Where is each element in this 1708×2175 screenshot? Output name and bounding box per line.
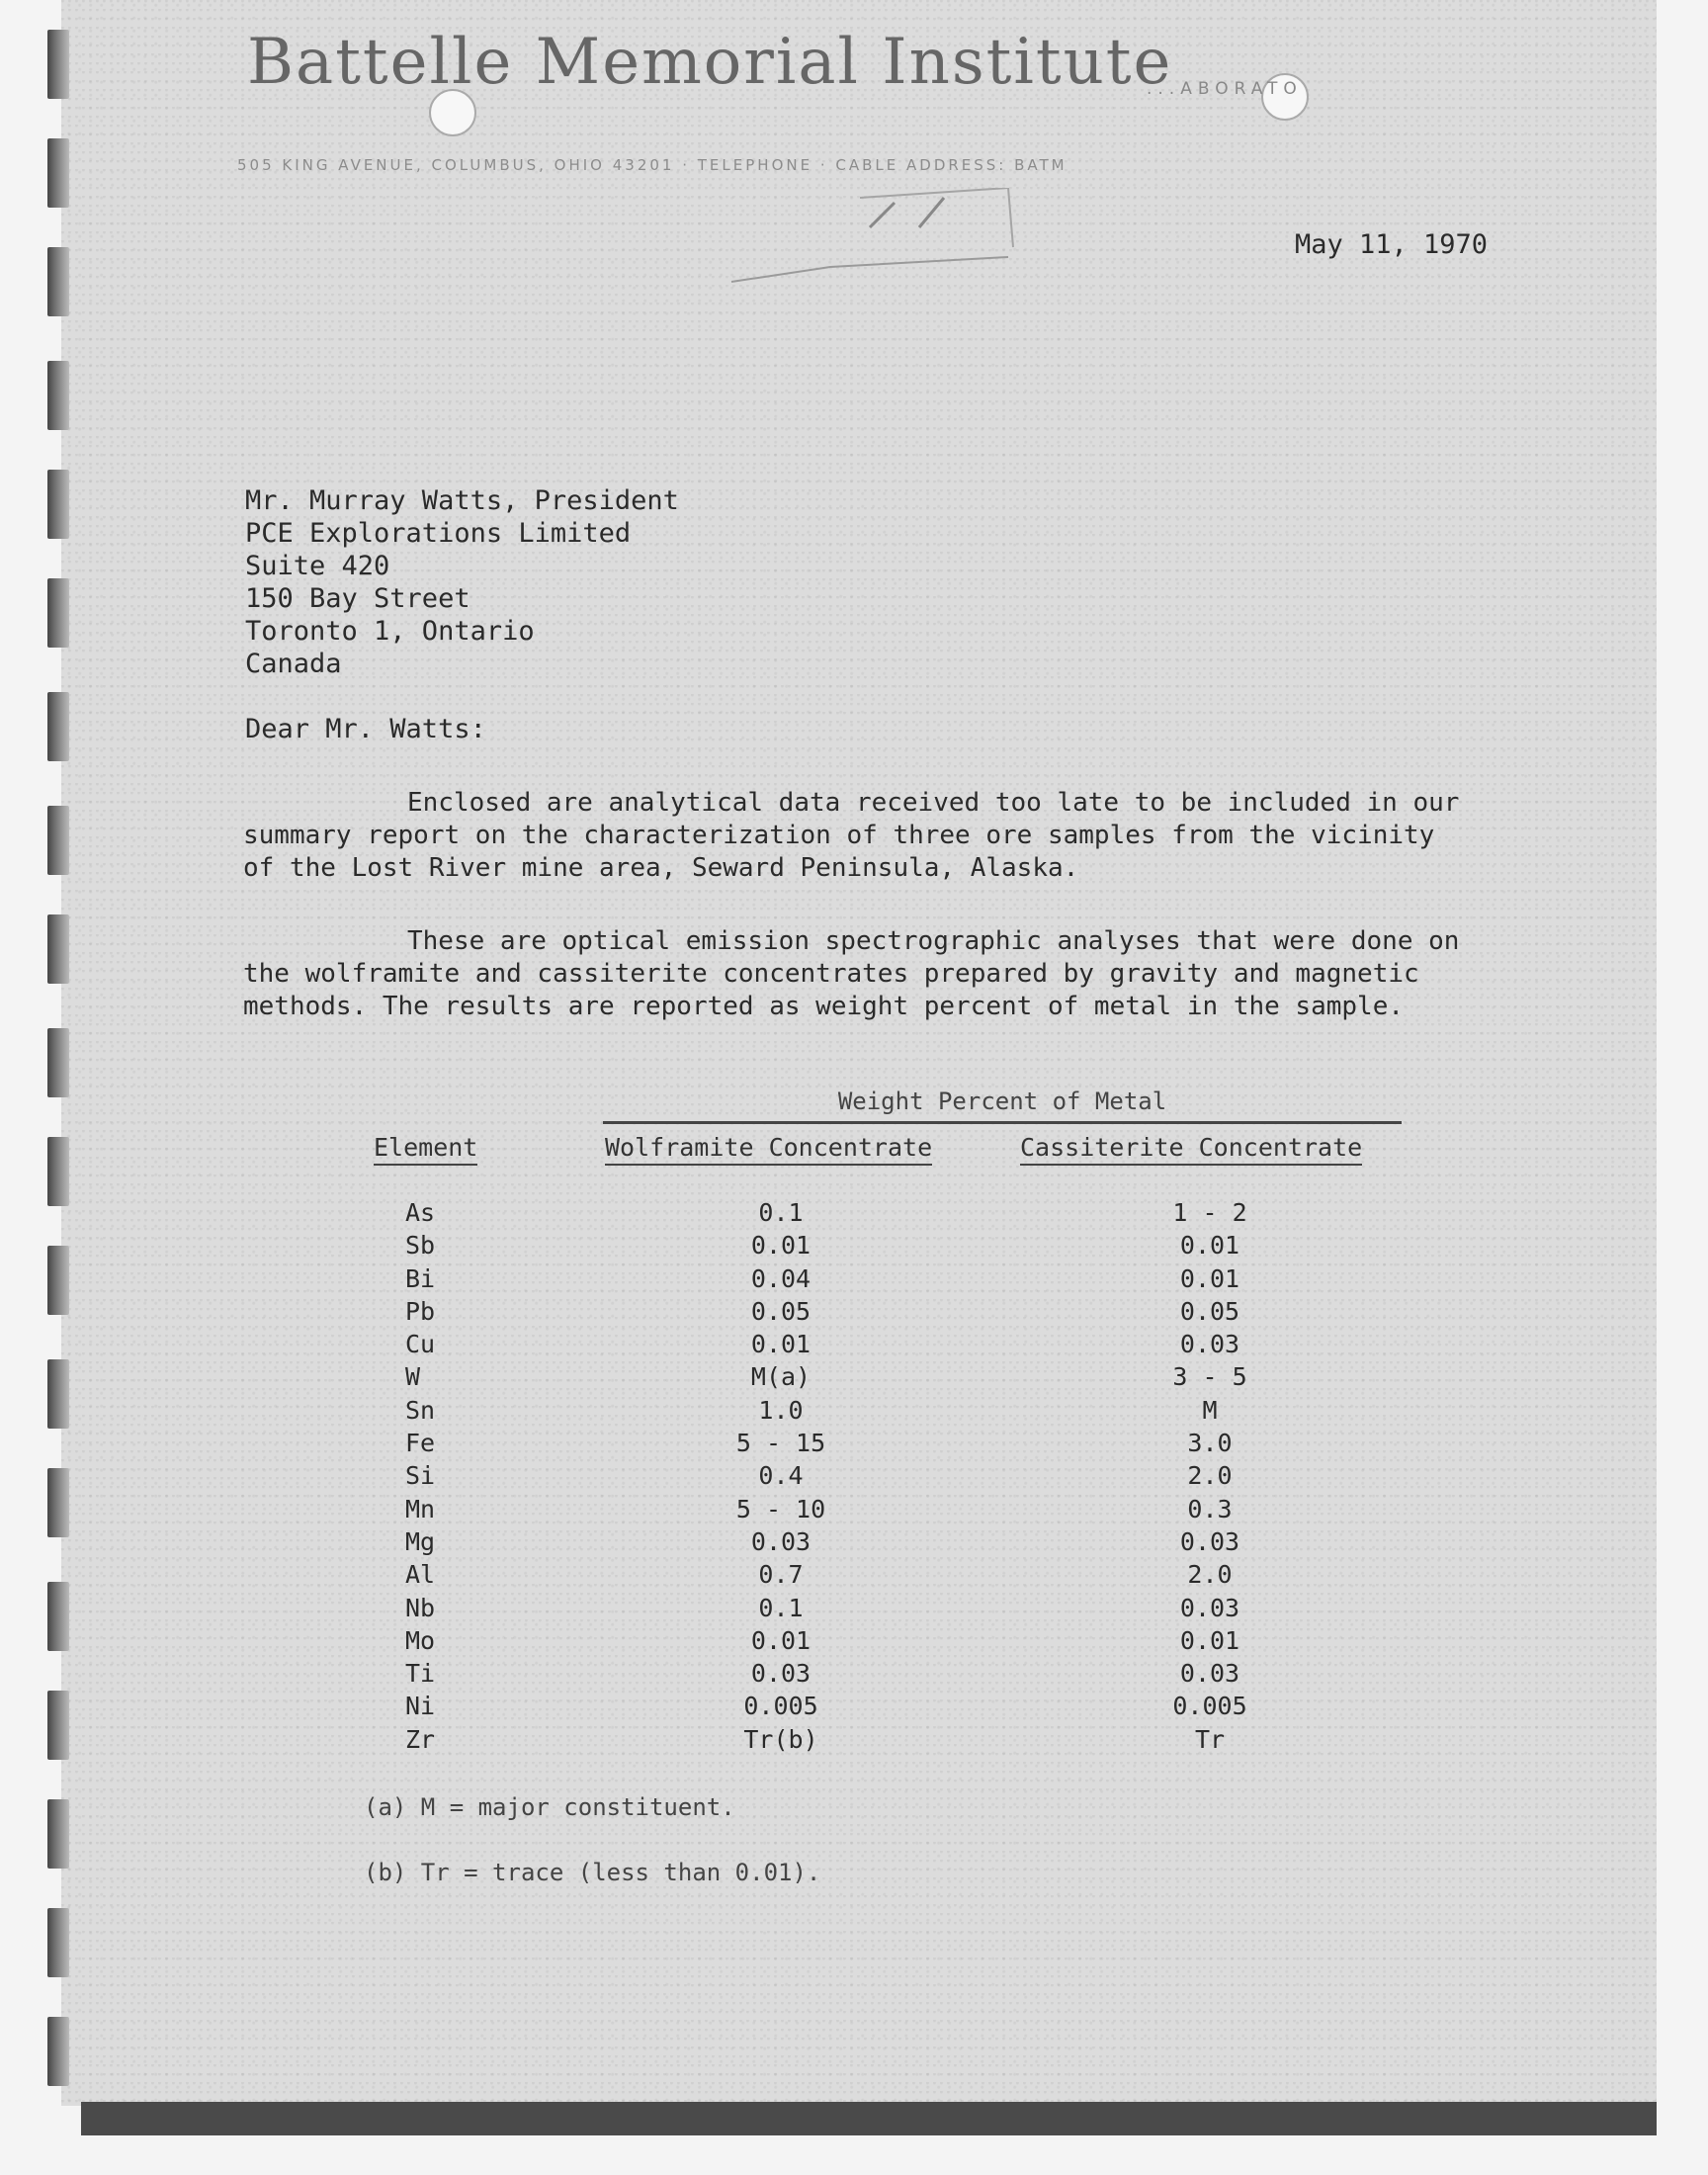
table-row xyxy=(0,1396,1708,1429)
letterhead-address: 505 KING AVENUE, COLUMBUS, OHIO 43201 · TELEPHONE · CABLE ADDRESS: BATM xyxy=(237,156,1068,174)
wolframite-cell: 0.7 xyxy=(758,1560,804,1590)
document-page xyxy=(61,0,1657,2106)
column-header-element: Element xyxy=(374,1133,477,1166)
cassiterite-cell: 0.01 xyxy=(1179,1231,1240,1261)
element-cell: Fe xyxy=(405,1429,436,1458)
paragraph-line: These are optical emission spectrographic analyses that were done on xyxy=(407,926,1460,956)
wolframite-cell: 0.01 xyxy=(750,1231,811,1261)
binder-tab xyxy=(47,247,69,316)
element-cell: Ni xyxy=(405,1692,436,1721)
cassiterite-cell: 2.0 xyxy=(1187,1461,1233,1491)
table-group-header: Weight Percent of Metal xyxy=(603,1088,1402,1124)
cassiterite-cell: 0.005 xyxy=(1172,1692,1247,1721)
paragraph-line: summary report on the characterization of three ore samples from the vicinity xyxy=(243,821,1435,850)
cassiterite-cell: 0.03 xyxy=(1179,1526,1240,1556)
recipient-line: PCE Explorations Limited xyxy=(245,518,632,549)
cassiterite-cell: 0.01 xyxy=(1179,1625,1240,1655)
binder-tab xyxy=(47,1028,69,1097)
cassiterite-cell: 2.0 xyxy=(1187,1560,1233,1590)
binder-tab xyxy=(47,806,69,875)
cassiterite-cell: 0.03 xyxy=(1179,1659,1240,1689)
wolframite-cell: 0.01 xyxy=(750,1330,811,1359)
binder-tab xyxy=(47,1137,69,1206)
wolframite-cell: 0.1 xyxy=(758,1593,804,1622)
cassiterite-cell: 0.03 xyxy=(1179,1593,1240,1622)
recipient-line: Toronto 1, Ontario xyxy=(245,616,535,647)
letterhead-right-text: ...ABORATO xyxy=(1147,79,1303,99)
letter-date: May 11, 1970 xyxy=(1295,229,1489,260)
binder-tab xyxy=(47,361,69,430)
wolframite-cell: 0.05 xyxy=(750,1296,811,1326)
analysis-table-body xyxy=(0,1198,1708,1758)
column-header-cassiterite: Cassiterite Concentrate xyxy=(1020,1133,1362,1166)
element-cell: Si xyxy=(405,1461,436,1491)
table-row xyxy=(0,1198,1708,1231)
element-cell: Sn xyxy=(405,1395,436,1425)
recipient-address xyxy=(245,484,679,680)
cassiterite-cell: 0.3 xyxy=(1187,1494,1233,1523)
letterhead-title: Battelle Memorial Institute xyxy=(247,26,1173,99)
wolframite-cell: 0.03 xyxy=(750,1659,811,1689)
table-row xyxy=(0,1692,1708,1724)
wolframite-cell: M(a) xyxy=(750,1362,811,1392)
binder-tab xyxy=(47,1799,69,1869)
column-header-wolframite: Wolframite Concentrate xyxy=(605,1133,932,1166)
recipient-line: Canada xyxy=(245,649,342,679)
paragraph-line: of the Lost River mine area, Seward Peninsula, Alaska. xyxy=(243,853,1079,883)
binder-tab xyxy=(47,470,69,539)
wolframite-cell: 0.005 xyxy=(743,1692,818,1721)
table-row xyxy=(0,1330,1708,1362)
cassiterite-cell: 0.03 xyxy=(1179,1330,1240,1359)
paragraph-line: Enclosed are analytical data received too late to be included in our xyxy=(407,788,1460,818)
binder-tab xyxy=(47,138,69,208)
wolframite-cell: 1.0 xyxy=(758,1395,804,1425)
wolframite-cell: 0.04 xyxy=(750,1263,811,1293)
element-cell: Pb xyxy=(405,1296,436,1326)
cassiterite-cell: Tr xyxy=(1194,1724,1226,1754)
wolframite-cell: 0.01 xyxy=(750,1625,811,1655)
element-cell: Mn xyxy=(405,1494,436,1523)
footnote-a: (a) M = major constituent. xyxy=(364,1793,735,1821)
element-cell: Mo xyxy=(405,1625,436,1655)
binder-tab xyxy=(47,1908,69,1977)
element-cell: W xyxy=(405,1362,421,1392)
element-cell: Ti xyxy=(405,1659,436,1689)
cassiterite-cell: 3.0 xyxy=(1187,1429,1233,1458)
wolframite-cell: 5 - 15 xyxy=(735,1429,826,1458)
cassiterite-cell: 1 - 2 xyxy=(1172,1198,1247,1227)
table-row xyxy=(0,1527,1708,1560)
table-row xyxy=(0,1231,1708,1263)
scan-bottom-edge xyxy=(81,2102,1657,2135)
table-row xyxy=(0,1461,1708,1494)
wolframite-cell: 0.4 xyxy=(758,1461,804,1491)
wolframite-cell: 0.1 xyxy=(758,1198,804,1227)
binder-tab xyxy=(47,2017,69,2086)
element-cell: Bi xyxy=(405,1263,436,1293)
element-cell: Nb xyxy=(405,1593,436,1622)
body-paragraph-2 xyxy=(243,925,1548,1023)
body-paragraph-1 xyxy=(243,787,1548,885)
cassiterite-cell: M xyxy=(1202,1395,1218,1425)
cassiterite-cell: 3 - 5 xyxy=(1172,1362,1247,1392)
cassiterite-cell: 0.01 xyxy=(1179,1263,1240,1293)
faint-stamp-mark xyxy=(712,188,1018,306)
table-row xyxy=(0,1264,1708,1297)
salutation: Dear Mr. Watts: xyxy=(245,714,486,744)
wolframite-cell: Tr(b) xyxy=(743,1724,818,1754)
table-row xyxy=(0,1659,1708,1692)
footnote-b: (b) Tr = trace (less than 0.01). xyxy=(364,1859,821,1886)
wolframite-cell: 0.03 xyxy=(750,1526,811,1556)
table-row xyxy=(0,1725,1708,1758)
element-cell: As xyxy=(405,1198,436,1227)
table-row xyxy=(0,1297,1708,1330)
binder-tab xyxy=(47,578,69,648)
binder-tab xyxy=(47,914,69,984)
cassiterite-cell: 0.05 xyxy=(1179,1296,1240,1326)
table-row xyxy=(0,1626,1708,1659)
table-row xyxy=(0,1594,1708,1626)
recipient-line: 150 Bay Street xyxy=(245,583,470,614)
element-cell: Sb xyxy=(405,1231,436,1261)
recipient-line: Mr. Murray Watts, President xyxy=(245,485,679,516)
element-cell: Al xyxy=(405,1560,436,1590)
table-row xyxy=(0,1429,1708,1461)
table-row xyxy=(0,1560,1708,1593)
paragraph-line: methods. The results are reported as weight percent of metal in the sample. xyxy=(243,992,1404,1021)
table-row xyxy=(0,1362,1708,1395)
element-cell: Cu xyxy=(405,1330,436,1359)
wolframite-cell: 5 - 10 xyxy=(735,1494,826,1523)
element-cell: Mg xyxy=(405,1526,436,1556)
recipient-line: Suite 420 xyxy=(245,551,390,581)
paragraph-line: the wolframite and cassiterite concentrates prepared by gravity and magnetic xyxy=(243,959,1419,989)
element-cell: Zr xyxy=(405,1724,436,1754)
binder-tab xyxy=(47,692,69,761)
binder-tab xyxy=(47,30,69,99)
table-row xyxy=(0,1495,1708,1527)
